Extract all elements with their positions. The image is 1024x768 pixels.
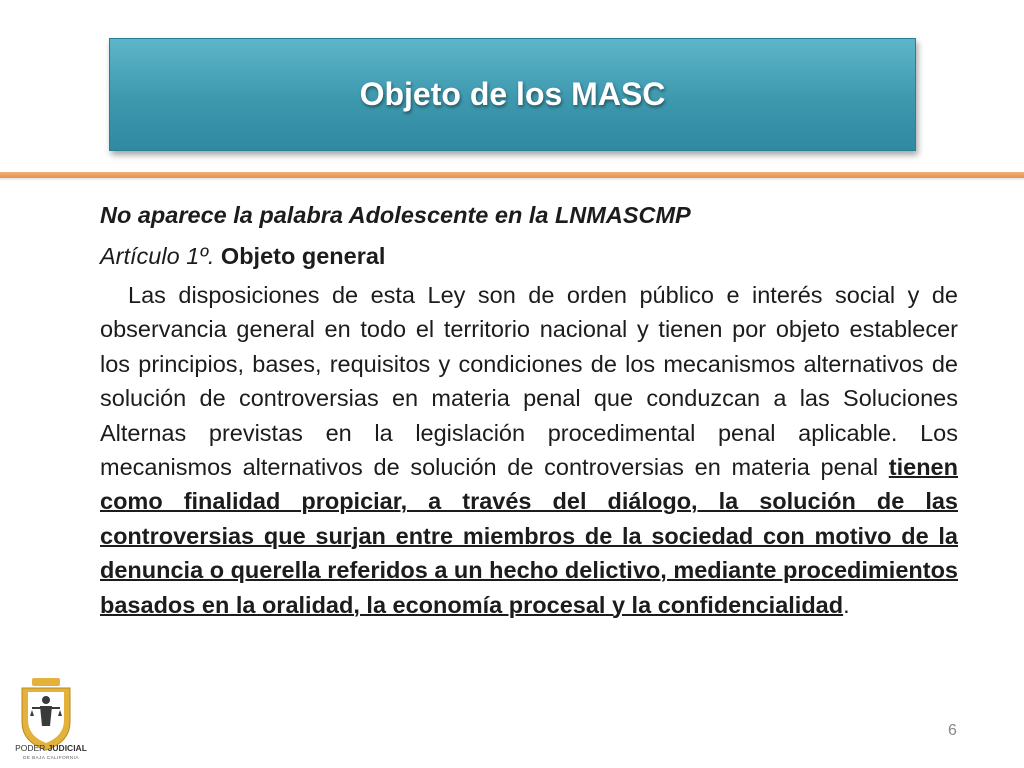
logo-line1-bold: JUDICIAL <box>47 743 87 753</box>
article-heading <box>100 240 958 272</box>
title-banner <box>109 38 916 151</box>
logo-line2: DE BAJA CALIFORNIA <box>23 755 79 760</box>
logo-line1-regular: PODER <box>15 743 48 753</box>
logo-crown <box>32 678 60 686</box>
subtitle: No aparece la palabra Adolescente en la LNMASCMP <box>100 202 691 228</box>
slide-body <box>100 198 958 622</box>
divider-shadow <box>0 178 1024 181</box>
paragraph-plain-text: Las disposiciones de esta Ley son de orden público e interés social y de observancia general en todo el territorio nacional y tienen por objeto establecer los principios, bases, requisitos y condiciones de los mecanismos alternativos de solución de controversias en materia penal que conduzcan a las Soluciones Alternas previstas en la legislación procedimental penal aplicable. Los mecanismos alternativos de solución de controversias en materia penal <box>100 282 958 481</box>
paragraph-emphasis-text: tienen como finalidad propiciar, a través del diálogo, la solución de las controversias que surjan entre miembros de la sociedad con motivo de la denuncia o querella referidos a un hecho delictivo, mediante procedimientos basados en la oralidad, la economía procesal y la confidencialidad <box>100 454 958 618</box>
article-label: Artículo 1º. <box>100 243 215 269</box>
paragraph-end: . <box>843 591 850 618</box>
article-paragraph <box>100 278 958 622</box>
slide-title: Objeto de los MASC <box>359 76 666 112</box>
page-number: 6 <box>948 722 957 739</box>
article-title: Objeto general <box>220 243 386 269</box>
logo-caption <box>10 744 92 762</box>
logo-figure-head <box>42 696 50 704</box>
